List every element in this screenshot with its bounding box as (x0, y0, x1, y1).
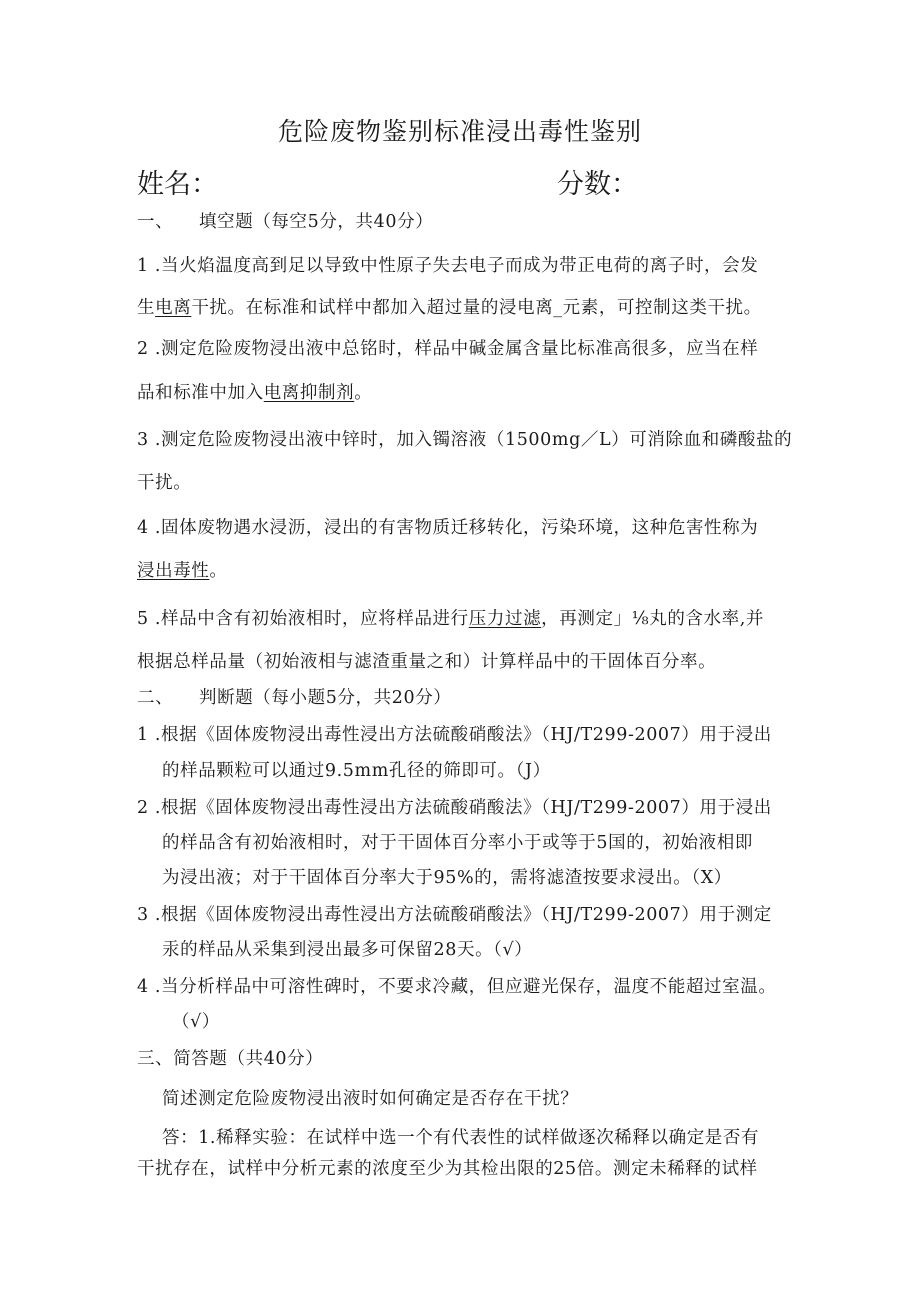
section-number: 二、 (137, 688, 174, 708)
answer-blank: 电离 (155, 298, 192, 318)
section-3-heading: 三、简答题（共40分） (137, 1049, 324, 1069)
q3-line-1: 3 .测定危险废物浸出液中锌时，加入镯溶液（1500mg／L）可消除血和磷酸盐的 (137, 430, 793, 450)
answer-blank: 电离抑制剂 (263, 383, 355, 403)
q3-line-2: 干扰。 (137, 473, 192, 493)
name-label: 姓名： (137, 169, 218, 200)
answer-blank: 压力过滤 (468, 609, 542, 629)
j3-line-1: 3 .根据《固体废物浸出毒性浸出方法硫酸硝酸法》（HJ/T299-2007）用于测定 (137, 905, 772, 925)
j2-line-2: 的样品含有初始液相时，对于干固体百分率小于或等于5国的，初始液相即 (162, 833, 753, 853)
j2-line-1: 2 .根据《固体废物浸出毒性浸出方法硫酸硝酸法》（HJ/T299-2007）用于浸出 (137, 798, 772, 818)
score-label: 分数： (557, 169, 638, 200)
q5-line-1: 5 .样品中含有初始液相时，应将样品进行压力过滤，再测定」⅛丸的含水率,并 (137, 609, 764, 629)
q4-line-2: 浸出毒性。 (137, 561, 228, 581)
q1-line-2: 生电离干扰。在标准和试样中都加入超过量的浸电离_元素，可控制这类干扰。 (137, 298, 762, 318)
q2-line-2: 品和标准中加入电离抑制剂。 (137, 383, 373, 403)
q4-line-1: 4 .固体废物遇水浸沥，浸出的有害物质迁移转化，污染环境，这种危害性称为 (137, 518, 759, 538)
section-2-heading (137, 684, 451, 709)
j1-line-1: 1 .根据《固体废物浸出毒性浸出方法硫酸硝酸法》（HJ/T299-2007）用于浸出 (137, 725, 772, 745)
j3-line-2: 汞的样品从采集到浸出最多可保留28天。（√） (162, 940, 533, 960)
section-number: 一、 (137, 212, 174, 232)
answer-line-2: 干扰存在，试样中分析元素的浓度至少为其检出限的25倍。测定未稀释的试样 (137, 1159, 758, 1179)
q1-line-1: 1 .当火焰温度高到足以导致中性原子失去电子而成为带正电荷的离子时，会发 (137, 256, 759, 276)
q5-line-2: 根据总样品量（初始液相与滤渣重量之和）计算样品中的干固体百分率。 (137, 652, 717, 672)
section-1-heading (137, 208, 433, 233)
document-title: 危险废物鉴别标准浸出毒性鉴别 (277, 117, 642, 146)
j4-line-2: （√） (172, 1012, 220, 1032)
section-title: 判断题（每小题5分，共20分） (199, 688, 452, 708)
j2-line-3: 为浸出液；对于干固体百分率大于95%的，需将滤渣按要求浸出。（X） (162, 868, 732, 888)
answer-blank: 浸出毒性 (137, 561, 210, 581)
answer-line-1: 答：1.稀释实验：在试样中选一个有代表性的试样做逐次稀释以确定是否有 (162, 1128, 760, 1148)
section-title: 填空题（每空5分，共40分） (199, 212, 434, 232)
q2-line-1: 2 .测定危险废物浸出液中总铭时，样品中碱金属含量比标准高很多，应当在样 (137, 339, 759, 359)
j4-line-1: 4 .当分析样品中可溶性碑时，不要求冷藏，但应避光保存，温度不能超过室温。 (137, 977, 777, 997)
short-answer-question: 简述测定危险废物浸出液时如何确定是否存在干扰？ (162, 1089, 579, 1109)
j1-line-2: 的样品颗粒可以通过9.5mm孔径的筛即可。（J） (162, 761, 551, 781)
